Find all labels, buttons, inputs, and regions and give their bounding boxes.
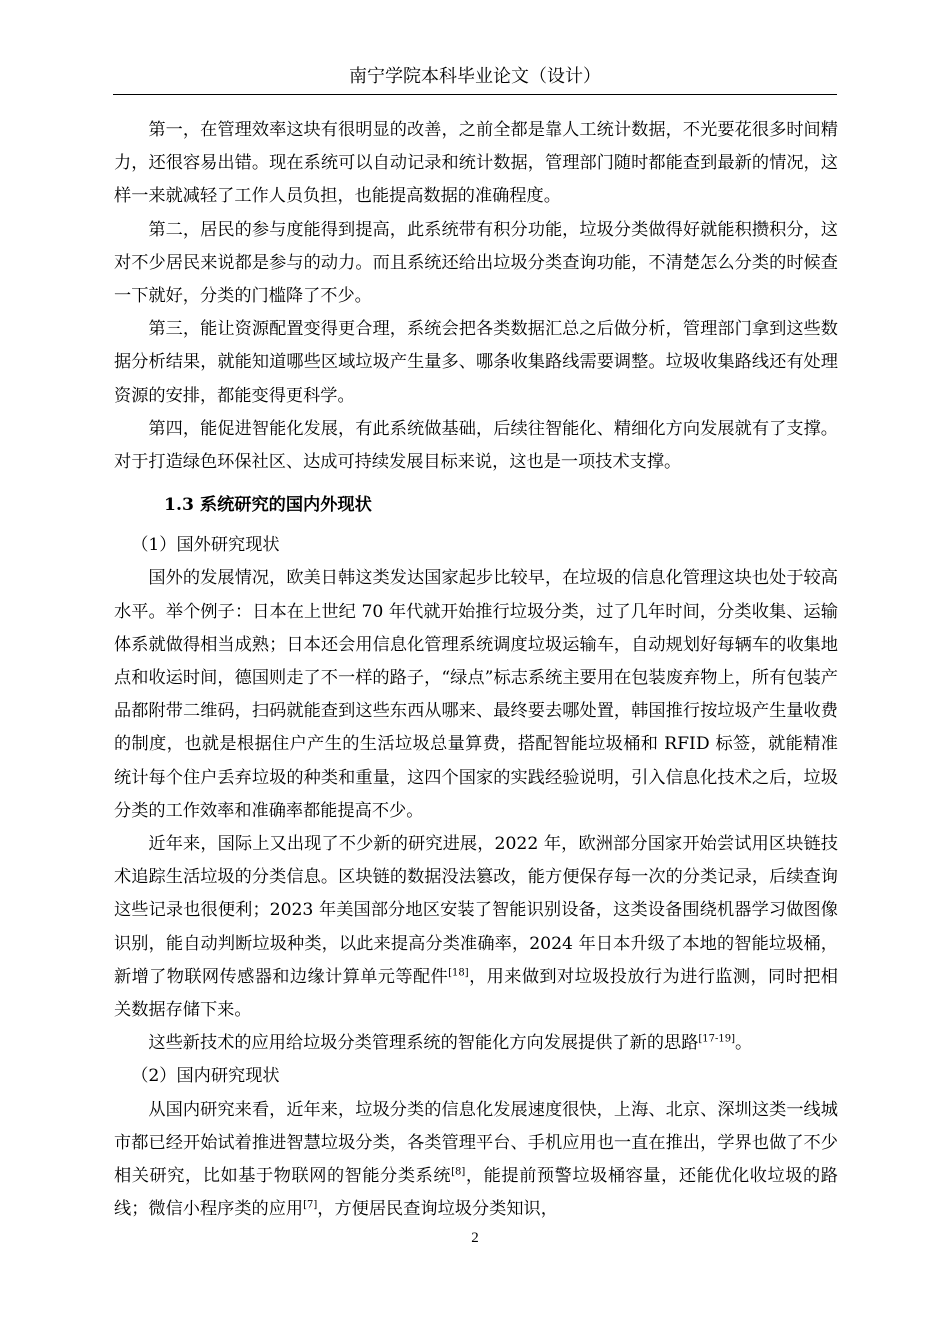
page-number: 2 xyxy=(471,1230,479,1246)
citation-ref: [7] xyxy=(303,1199,318,1211)
header-rule xyxy=(113,94,837,95)
paragraph-recent-progress xyxy=(114,828,838,1027)
paragraph-text: 。 xyxy=(735,1033,753,1054)
paragraph-text: ，用来做到对垃圾投放行为进行监测，同时把相关数据存储下来。 xyxy=(114,966,838,1021)
paragraph-resources: 第三，能让资源配置变得更合理，系统会把各类数据汇总之后做分析，管理部门拿到这些数据分析结果，就能知道哪些区域垃圾产生量多、哪条收集路线需要调整。垃圾收集路线还有处理资源的安排，都能变得更科学。 xyxy=(114,319,838,406)
paragraph-text: 从国内研究来看，近年来，垃圾分类的信息化发展速度很快，上海、北京、深圳这类一线城市都已经开始试着推进智慧垃圾分类，各类管理平台、手机应用也一直在推出，学界也做了不少相关研究，比如基于物联网的智能分类系统 xyxy=(114,1099,838,1187)
paragraph-participation: 第二，居民的参与度能得到提高，此系统带有积分功能，垃圾分类做得好就能积攒积分，这对不少居民来说都是参与的动力。而且系统还给出垃圾分类查询功能，不清楚怎么分类的时候查一下就好，分类的门槛降了不少。 xyxy=(114,219,838,307)
paragraph-intelligence: 第四，能促进智能化发展，有此系统做基础，后续往智能化、精细化方向发展就有了支撑。对于打造绿色环保社区、达成可持续发展目标来说，这也是一项技术支撑。 xyxy=(114,418,838,473)
paragraph-text: ，能提前预警垃圾桶容量，还能优化收垃圾的路线；微信小程序类的应用 xyxy=(114,1166,838,1220)
paragraph-text: 这些新技术的应用给垃圾分类管理系统的智能化方向发展提供了新的思路 xyxy=(148,1033,699,1054)
paragraph-text: 近年来，国际上又出现了不少新的研究进展，2022 年，欧洲部分国家开始尝试用区块链技术追踪生活垃圾的分类信息。区块链的数据没法篡改，能方便保存每一次的分类记录，后续查询这些记录也很便利；2023 年美国部分地区安装了智能识别设备，这类设备围绕机器学习做图像识别，能自动判断垃圾种类，以此来提高分类准确率，2024 年日本升级了本地的智能垃圾桶，新增了物联网传感器和边缘计算单元等配件 xyxy=(114,834,838,987)
body-text xyxy=(114,114,838,1227)
paragraph-text: ，方便居民查询垃圾分类知识， xyxy=(317,1199,558,1220)
citation-ref: [17-19] xyxy=(698,1033,736,1045)
running-header: 南宁学院本科毕业论文（设计） xyxy=(349,66,601,87)
subheading-domestic: （2）国内研究现状 xyxy=(131,1066,280,1087)
paragraph-foreign-status: 国外的发展情况，欧美日韩这类发达国家起步比较早，在垃圾的信息化管理这块也处于较高水平。举个例子：日本在上世纪 70 年代就开始推行垃圾分类，过了几年时间，分类收集、运输体系就做得相当成熟；日本还会用信息化管理系统调度垃圾运输车，自动规划好每辆车的收集地点和收运时间，德国则走了不一样的路子，“绿点”标志系统主要用在包装废弃物上，所有包装产品都附带二维码，扫码就能查到这些东西从哪来、最终要去哪处置，韩国推行按垃圾产生量收费的制度，也就是根据住户产生的生活垃圾总量算费，搭配智能垃圾桶和 RFID 标签，就能精准统计每个住户丢弃垃圾的种类和重量，这四个国家的实践经验说明，引入信息化技术之后，垃圾分类的工作效率和准确率都能提高不少。 xyxy=(114,568,838,821)
paragraph-new-ideas xyxy=(114,1027,838,1060)
paragraph-domestic-status xyxy=(114,1094,838,1227)
section-heading: 1.3 系统研究的国内外现状 xyxy=(164,495,372,516)
paragraph-efficiency: 第一，在管理效率这块有很明显的改善，之前全都是靠人工统计数据，不光要花很多时间精力，还很容易出错。现在系统可以自动记录和统计数据，管理部门随时都能查到最新的情况，这样一来就减轻了工作人员负担，也能提高数据的准确程度。 xyxy=(114,120,838,207)
citation-ref: [8] xyxy=(451,1166,466,1178)
citation-ref: [18] xyxy=(448,967,469,979)
subheading-foreign: （1）国外研究现状 xyxy=(131,535,280,556)
